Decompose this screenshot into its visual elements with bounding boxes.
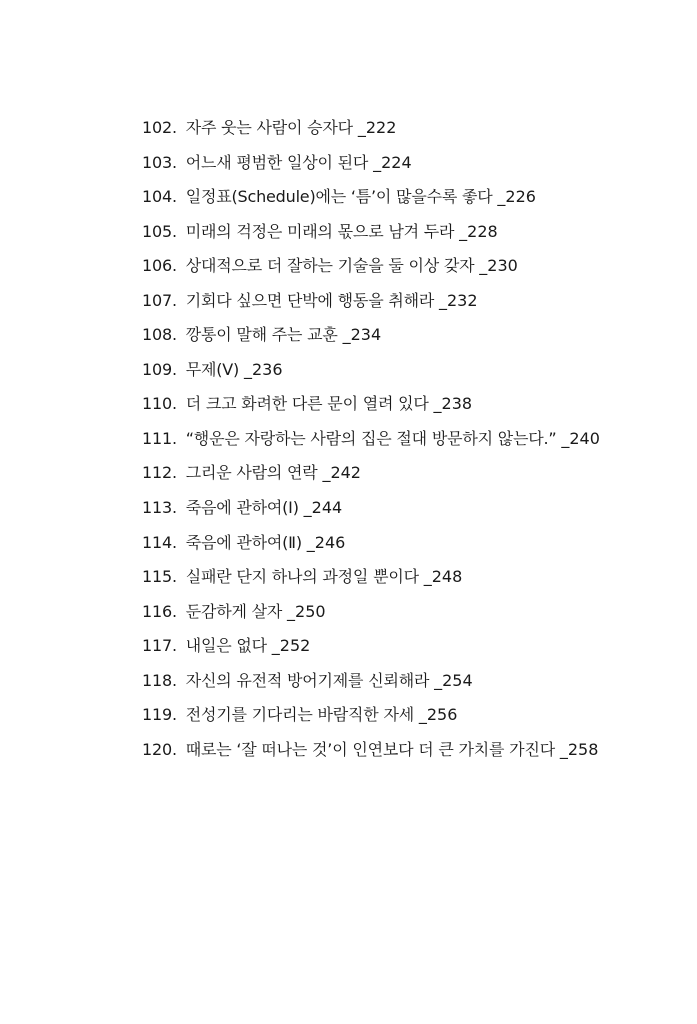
- toc-entry-115: [142, 563, 682, 598]
- toc-entry-title: 내일은 없다: [185, 636, 267, 656]
- toc-entry-page: _226: [497, 187, 536, 207]
- toc-entry-105: [142, 218, 682, 253]
- toc-entry-page: _228: [459, 221, 498, 241]
- toc-entry-page: _256: [418, 705, 458, 725]
- toc-entry-title: 실패란 단지 하나의 과정일 뿐이다: [185, 567, 419, 587]
- toc-entry-page: _234: [342, 325, 382, 345]
- toc-entry-title: 자주 웃는 사람이 승자다: [185, 118, 353, 137]
- toc-entry-number: 120.: [142, 739, 177, 759]
- toc-entry-number: 118.: [142, 670, 177, 690]
- toc-entry-number: 114.: [142, 532, 177, 552]
- toc-entry-104: [142, 183, 682, 218]
- toc-entry-title: 때로는 ‘잘 떠나는 것’이 인연보다 더 큰 가치를 가진다: [185, 739, 555, 759]
- toc-entry-number: 102.: [142, 118, 177, 137]
- toc-entry-111: [142, 425, 682, 460]
- toc-entry-number: 106.: [142, 256, 177, 276]
- toc-entry-number: 110.: [142, 394, 177, 414]
- toc-entry-109: [142, 356, 682, 391]
- toc-entry-title: 일정표(Schedule)에는 ‘틈’이 많을수록 좋다: [185, 187, 493, 207]
- toc-entry-number: 108.: [142, 325, 177, 345]
- toc-entry-title: 둔감하게 살자: [185, 601, 283, 621]
- toc-entry-title: 깡통이 말해 주는 교훈: [185, 325, 338, 345]
- toc-entry-page: _238: [433, 394, 473, 414]
- toc-entry-112: [142, 459, 682, 494]
- toc-entry-page: _252: [271, 636, 311, 656]
- toc-entry-page: _232: [439, 290, 478, 310]
- toc-entry-107: [142, 287, 682, 322]
- toc-entry-title: 자신의 유전적 방어기제를 신뢰해라: [185, 670, 430, 690]
- toc-entry-106: [142, 252, 682, 287]
- toc-entry-title: 더 크고 화려한 다른 문이 열려 있다: [185, 394, 429, 414]
- toc-entry-number: 105.: [142, 221, 177, 241]
- toc-entry-title: 무제(Ⅴ): [185, 359, 240, 379]
- toc-entry-number: 111.: [142, 428, 177, 448]
- toc-entry-number: 109.: [142, 359, 177, 379]
- toc-entry-103: [142, 149, 682, 184]
- toc-entry-117: [142, 632, 682, 667]
- toc-entry-title: 전성기를 기다리는 바람직한 자세: [185, 705, 414, 725]
- toc-entry-113: [142, 494, 682, 529]
- toc-entry-116: [142, 598, 682, 633]
- toc-entry-114: [142, 529, 682, 564]
- toc-entry-118: [142, 667, 682, 702]
- toc-entry-page: _250: [287, 601, 326, 621]
- toc-entry-page: _258: [559, 739, 599, 759]
- toc-entry-number: 103.: [142, 152, 177, 172]
- toc-entry-page: _230: [479, 256, 518, 276]
- toc-entry-title: 죽음에 관하여(Ⅰ): [185, 498, 299, 518]
- toc-entry-page: _222: [357, 118, 397, 137]
- toc-entry-page: _244: [303, 498, 343, 518]
- toc-entry-number: 117.: [142, 636, 177, 656]
- toc-entry-108: [142, 321, 682, 356]
- toc-entry-page: _236: [243, 359, 283, 379]
- toc-list: [142, 114, 682, 770]
- toc-entry-number: 115.: [142, 567, 177, 587]
- toc-entry-title: 미래의 걱정은 미래의 몫으로 남겨 두라: [185, 221, 455, 241]
- toc-entry-number: 116.: [142, 601, 177, 621]
- toc-entry-number: 119.: [142, 705, 177, 725]
- toc-entry-number: 113.: [142, 498, 177, 518]
- toc-entry-title: 상대적으로 더 잘하는 기술을 둘 이상 갖자: [185, 256, 475, 276]
- toc-entry-page: _242: [322, 463, 361, 483]
- toc-entry-110: [142, 390, 682, 425]
- toc-entry-title: 죽음에 관하여(Ⅱ): [185, 532, 302, 552]
- toc-entry-title: 어느새 평범한 일상이 된다: [185, 152, 369, 172]
- toc-entry-title: “행운은 자랑하는 사람의 집은 절대 방문하지 않는다.”: [185, 428, 557, 448]
- toc-entry-number: 112.: [142, 463, 177, 483]
- toc-entry-number: 104.: [142, 187, 177, 207]
- toc-entry-102: [142, 114, 682, 149]
- toc-entry-page: _224: [373, 152, 412, 172]
- toc-entry-page: _240: [561, 428, 600, 448]
- toc-entry-120: [142, 736, 682, 771]
- toc-entry-title: 기회다 싶으면 단박에 행동을 취해라: [185, 290, 435, 310]
- toc-entry-119: [142, 701, 682, 736]
- toc-entry-title: 그리운 사람의 연락: [185, 463, 318, 483]
- toc-entry-page: _248: [423, 567, 463, 587]
- toc-entry-page: _254: [434, 670, 473, 690]
- toc-entry-number: 107.: [142, 290, 177, 310]
- toc-entry-page: _246: [306, 532, 346, 552]
